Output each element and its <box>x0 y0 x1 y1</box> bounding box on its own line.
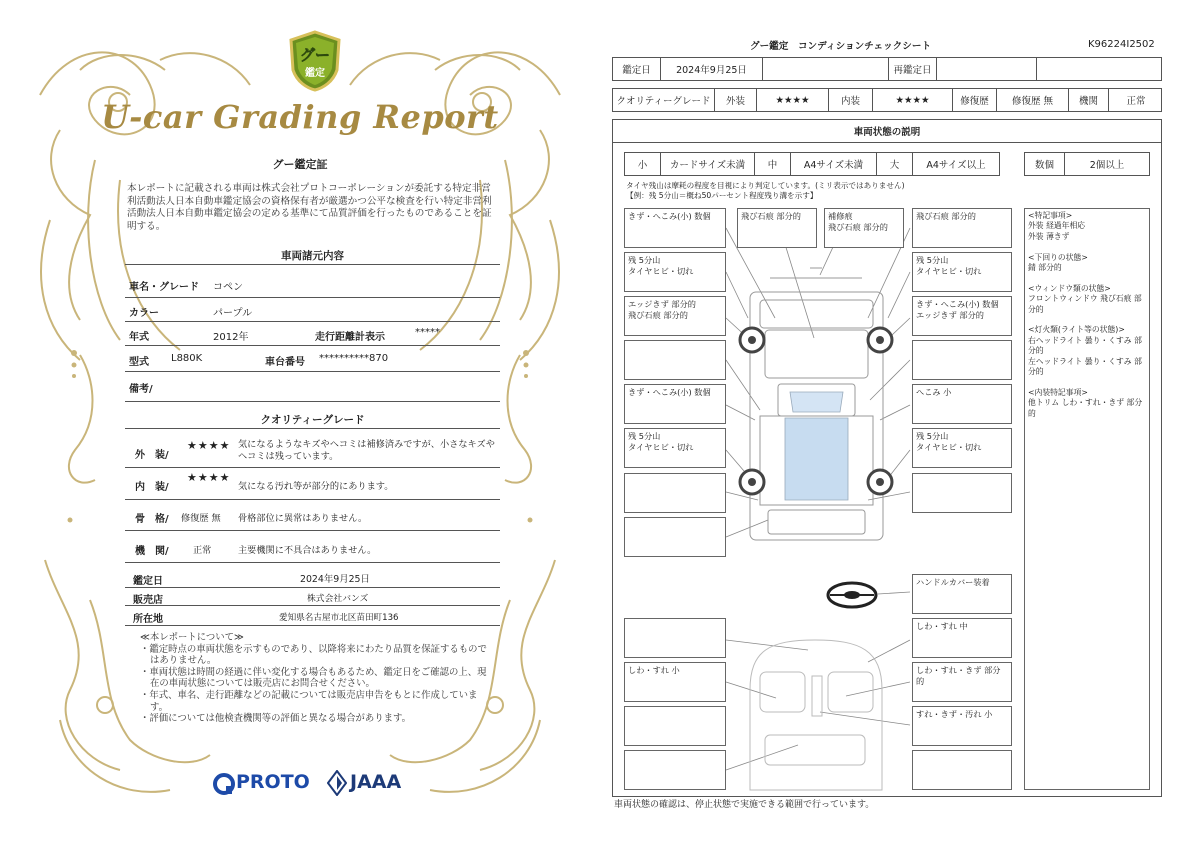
row-appraisal-date <box>125 568 500 588</box>
damage-note: しわ・すれ 小 <box>624 662 726 702</box>
damage-note: エッジきず 部分的 飛び石痕 部分的 <box>624 296 726 336</box>
spec-value: コペン <box>213 282 243 293</box>
damage-note <box>912 340 1012 380</box>
spec-row-color <box>125 298 500 322</box>
damage-note: しわ・すれ・きず 部分的 <box>912 662 1012 702</box>
special-notes: <特記事項> 外装 経過年相応 外装 薄きず <下回りの状態> 錆 部分的 <ウィンドウ類の状態> フロントウィンドウ 飛び石痕 部分的 <灯火類(ライト等の状態)> 右ヘッドライト 曇り・くすみ 部分的 左ヘッドライト 曇り・くすみ 部分的 <内装特記事項> 他トリム しわ・すれ・きず 部分的 <box>1024 208 1150 790</box>
divider <box>125 428 500 429</box>
spec-label: 年式 <box>129 332 149 343</box>
legend-key: 大 <box>877 153 913 175</box>
info-label: 鑑定日 <box>133 576 163 587</box>
damage-note: すれ・きず・汚れ 小 <box>912 706 1012 746</box>
date-label: 鑑定日 <box>613 58 661 80</box>
exterior-stars: ★★★★ <box>757 89 829 111</box>
legend-key: 数個 <box>1025 153 1065 175</box>
damage-note <box>912 473 1012 513</box>
engine-label: 機関 <box>1069 89 1109 111</box>
grade-label: 機 関/ <box>135 546 169 557</box>
section-title: 車両状態の説明 <box>853 127 921 138</box>
spec-label: 走行距離計表示 <box>315 332 385 343</box>
jaaa-logo-text: JAAA <box>350 771 402 793</box>
grade-comment: 気になる汚れ等が部分的にあります。 <box>238 481 394 492</box>
divider <box>125 264 500 265</box>
row-address <box>125 606 500 626</box>
damage-note: 残 5分山 タイヤヒビ・切れ <box>624 252 726 292</box>
grade-row-exterior <box>125 434 500 468</box>
damage-note <box>912 750 1012 790</box>
about-item: ・車両状態は時間の経過に伴い変化する場合もあるため、鑑定日をご確認の上、現在の車両状態については販売店にお問合せください。 <box>140 666 487 690</box>
grade-comment: 気になるようなキズやヘコミは補修済みですが、小さなキズやヘコミは残っています。 <box>238 439 495 462</box>
spec-section-title: 車両諸元内容 <box>281 250 344 262</box>
about-item: ・評価については他検査機関等の評価と異なる場合があります。 <box>140 713 411 725</box>
about-title: ≪本レポートについて≫ <box>140 632 244 643</box>
svg-text:グー: グー <box>299 46 331 64</box>
spec-value: ***** <box>415 327 440 338</box>
info-value: 株式会社バンズ <box>307 594 369 604</box>
repair-label: 修復歴 <box>953 89 997 111</box>
spec-row-year <box>125 322 500 346</box>
damage-note: 飛び石痕 部分的 <box>737 208 817 248</box>
spec-value: **********870 <box>319 353 389 364</box>
damage-note <box>624 750 726 790</box>
certificate-statement: 本レポートに記載される車両は株式会社プロトコーポレーションが委託する特定非営利活動法人日本自動車鑑定協会の資格保有者が厳選かつ公平な検査を行い特定非営利活動法人日本自動車鑑定協会の定める基準にて品質評価を行ったものであることを証明する。 <box>127 183 492 232</box>
grade-comment: 主要機関に不具合はありません。 <box>238 545 377 556</box>
spec-row-model <box>125 346 500 372</box>
interior-label: 内装 <box>829 89 873 111</box>
legend-key: 中 <box>755 153 791 175</box>
quality-label: クオリティーグレード <box>613 89 715 111</box>
damage-note <box>624 473 726 513</box>
redate-label: 再鑑定日 <box>889 58 937 80</box>
legend-desc: A4サイズ未満 <box>791 153 877 175</box>
quality-section-title: クオリティーグレード <box>260 414 365 426</box>
spec-label: 型式 <box>129 357 149 368</box>
interior-stars: ★★★★ <box>873 89 953 111</box>
legend-key: 小 <box>625 153 661 175</box>
legend-desc: A4サイズ以上 <box>926 160 986 171</box>
goo-kantei-badge <box>287 30 343 92</box>
about-report <box>140 632 490 725</box>
exterior-label: 外装 <box>715 89 757 111</box>
certificate-title: グー鑑定証 <box>272 158 328 171</box>
sheet-footnote: 車両状態の確認は、停止状態で実施できる範囲で行っています。 <box>614 800 875 810</box>
spec-label: 車台番号 <box>265 357 305 368</box>
spec-value: 2012年 <box>213 332 249 343</box>
about-item: ・年式、車名、走行距離などの記載については販売店申告をもとに作成しています。 <box>140 689 478 713</box>
damage-note: きず・へこみ(小) 数個 <box>624 208 726 248</box>
condition-check-sheet <box>600 0 1200 848</box>
info-value: 2024年9月25日 <box>300 574 370 585</box>
damage-note: 残 5分山 タイヤヒビ・切れ <box>912 428 1012 468</box>
damage-note: 補修痕 飛び石痕 部分的 <box>824 208 904 248</box>
tire-note: タイヤ残山は摩耗の程度を目視により判定しています。(ミリ表示ではありません) <box>626 181 905 190</box>
damage-note <box>624 618 726 658</box>
spec-row-remarks <box>125 372 500 402</box>
steering-wheel-icon <box>828 583 876 607</box>
sheet-id: K96224I2502 <box>1088 39 1155 50</box>
grade-row-engine <box>125 531 500 563</box>
grade-value: 修復歴 無 <box>181 513 221 524</box>
damage-note: ハンドルカバー装着 <box>912 574 1012 614</box>
grade-comment: 骨格部位に異常はありません。 <box>238 513 368 524</box>
spec-label: 備考/ <box>129 384 153 395</box>
info-label: 所在地 <box>133 614 163 625</box>
jaaa-mark-icon <box>327 770 347 796</box>
spec-label: カラー <box>129 308 159 319</box>
grade-stars: ★★★★ <box>187 439 231 452</box>
damage-note <box>624 340 726 380</box>
spec-value: L880K <box>171 353 203 364</box>
grade-row-interior <box>125 468 500 500</box>
info-label: 販売店 <box>133 595 163 606</box>
sheet-title: グー鑑定 コンディションチェックシート <box>750 41 932 52</box>
row-dealer <box>125 588 500 606</box>
proto-mark-icon <box>212 772 236 796</box>
tire-note-example: 【例：残 5分山＝概ね50パーセント程度残り溝を示す】 <box>626 191 818 200</box>
legend-desc: 2個以上 <box>1089 160 1125 171</box>
svg-text:鑑定: 鑑定 <box>305 68 325 79</box>
damage-note: きず・へこみ(小) 数個 <box>624 384 726 424</box>
grade-label: 骨 格/ <box>135 514 169 525</box>
spec-label: 車名・グレード <box>129 282 199 293</box>
damage-note <box>624 517 726 557</box>
info-value: 愛知県名古屋市北区苗田町136 <box>279 613 399 623</box>
grade-stars: ★★★★ <box>187 471 231 484</box>
spec-value: パープル <box>213 308 253 319</box>
date-value: 2024年9月25日 <box>661 58 763 80</box>
engine-value: 正常 <box>1126 96 1146 107</box>
damage-note: 残 5分山 タイヤヒビ・切れ <box>624 428 726 468</box>
grade-label: 外 装/ <box>135 450 169 461</box>
about-item: ・鑑定時点の車両状態を示すものであり、以降将来にわたり品質を保証するものではありません。 <box>140 643 487 667</box>
damage-note: 飛び石痕 部分的 <box>912 208 1012 248</box>
proto-logo-text: PROTO <box>236 771 310 793</box>
damage-note: 残 5分山 タイヤヒビ・切れ <box>912 252 1012 292</box>
legend-desc: カードサイズ未満 <box>661 153 755 175</box>
repair-value: 修復歴 無 <box>997 89 1069 111</box>
proto-logo <box>212 772 236 800</box>
grade-value: 正常 <box>193 545 212 556</box>
damage-note <box>624 706 726 746</box>
damage-note: しわ・すれ 中 <box>912 618 1012 658</box>
report-script-title: U-car Grading Report <box>101 98 499 136</box>
damage-note: きず・へこみ(小) 数個 エッジきず 部分的 <box>912 296 1012 336</box>
damage-note: へこみ 小 <box>912 384 1012 424</box>
shield-icon <box>287 30 343 92</box>
grade-label: 内 装/ <box>135 482 169 493</box>
grade-row-frame <box>125 500 500 531</box>
jaaa-logo <box>327 770 347 800</box>
spec-row-name <box>125 272 500 298</box>
